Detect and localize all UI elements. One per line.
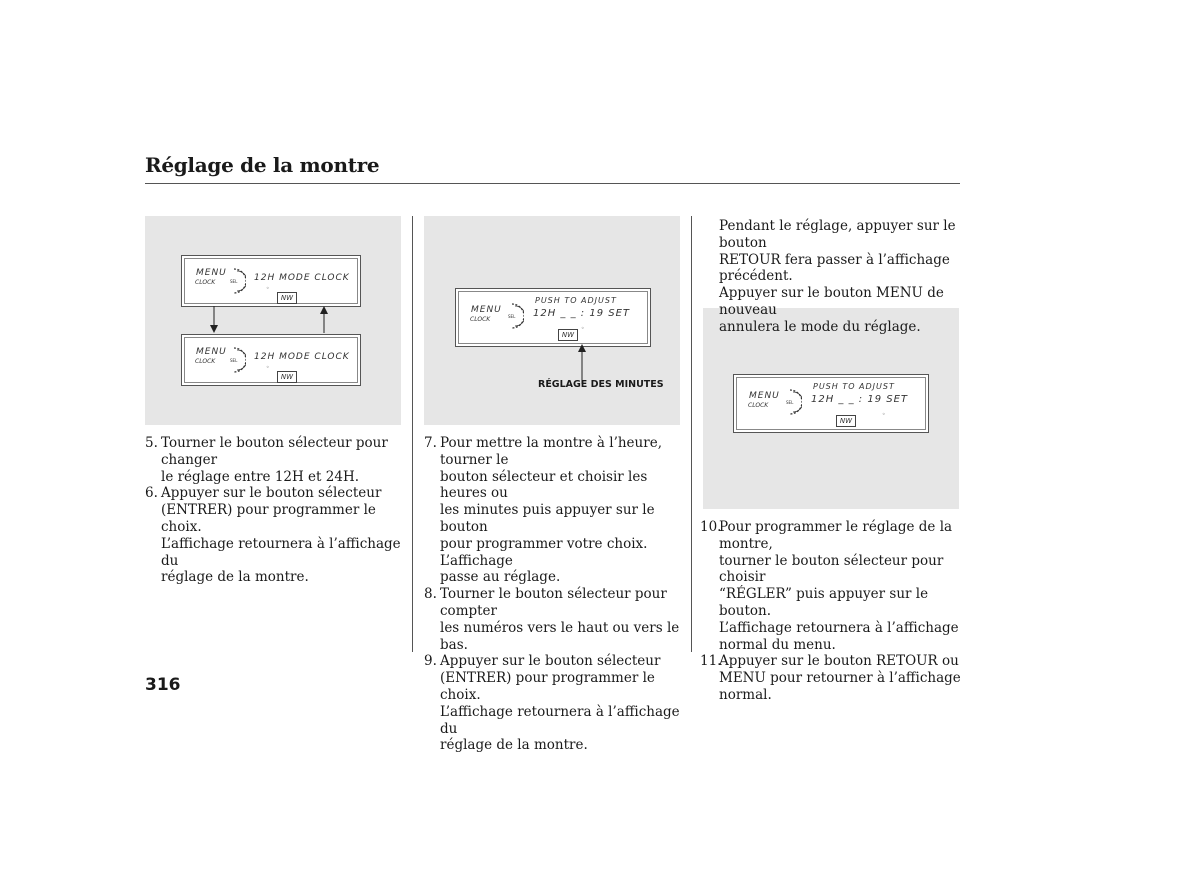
- list-item-number: 10.: [700, 519, 722, 535]
- lcd-menu-label: MENU: [196, 347, 227, 357]
- list-item-line: Pour mettre la montre à l’heure, tourner le: [440, 435, 662, 468]
- column-divider-1: [412, 216, 413, 652]
- selector-knob-icon: [230, 346, 246, 374]
- column-2-text: [424, 435, 689, 754]
- list-item-line: (ENTRER) pour programmer le choix.: [440, 670, 655, 703]
- list-item-line: tourner le bouton sélecteur pour choisir: [719, 552, 944, 586]
- list-item-line: bouton sélecteur et choisir les heures ou: [440, 468, 648, 502]
- list-item: [700, 519, 965, 653]
- lcd-push-line: PUSH TO ADJUST: [813, 382, 895, 391]
- list-item-line: normal du menu.: [719, 636, 836, 653]
- lcd-indicator: ◦: [266, 364, 270, 371]
- list-item-number: 9.: [424, 653, 437, 670]
- lcd-compass-nw: NW: [558, 329, 578, 341]
- lcd-sel-label: SEL: [508, 314, 516, 319]
- arrow-up-icon: [577, 344, 587, 384]
- lcd-clock-label: CLOCK: [195, 358, 216, 365]
- figure-panel-mode: [145, 216, 401, 425]
- lcd-set-line: 12H _ _ : 19 SET: [811, 394, 909, 405]
- lcd-menu-label: MENU: [196, 268, 227, 278]
- intro-line: précédent.: [719, 268, 793, 285]
- selector-knob-icon: [786, 388, 802, 416]
- list-item-line: L’affichage retournera à l’affichage du: [440, 703, 680, 737]
- page-title: Réglage de la montre: [145, 153, 380, 177]
- list-item-line: les numéros vers le haut ou vers le bas.: [440, 619, 680, 653]
- list-item-number: 5.: [145, 435, 158, 451]
- lcd-indicator: ◦: [882, 411, 886, 418]
- list-item-line: passe au réglage.: [440, 569, 561, 586]
- list-item-line: Tourner le bouton sélecteur pour compter: [440, 586, 667, 619]
- lcd-compass-nw: NW: [277, 371, 297, 383]
- list-item-line: Tourner le bouton sélecteur pour changer: [161, 435, 388, 468]
- figure-panel-set: [703, 308, 959, 509]
- list-item-line: Pour programmer le réglage de la montre,: [719, 519, 953, 552]
- lcd-sel-label: SEL: [230, 358, 238, 363]
- list-item-line: le réglage entre 12H et 24H.: [161, 468, 360, 485]
- list-item-line: normal.: [719, 686, 772, 703]
- list-item-line: Appuyer sur le bouton RETOUR ou: [719, 653, 959, 670]
- list-item-number: 11.: [700, 653, 722, 670]
- lcd-menu-label: MENU: [749, 391, 780, 401]
- lcd-clock-label: CLOCK: [470, 316, 491, 323]
- list-item: [424, 653, 689, 754]
- column-divider-2: [691, 216, 692, 652]
- lcd-clock-label: CLOCK: [195, 279, 216, 286]
- arrow-up-icon: [319, 306, 329, 333]
- list-item-line: L’affichage retournera à l’affichage: [719, 619, 959, 636]
- list-item-line: “RÉGLER” puis appuyer sur le bouton.: [719, 586, 929, 619]
- intro-line: RETOUR fera passer à l’affichage: [719, 251, 950, 268]
- list-item-line: (ENTRER) pour programmer le choix.: [161, 502, 376, 535]
- title-rule: [145, 183, 960, 184]
- figure-caption-minutes: RÉGLAGE DES MINUTES: [538, 379, 664, 390]
- column-3-intro: [719, 218, 964, 336]
- list-item: [145, 435, 410, 485]
- list-item-number: 6.: [145, 485, 158, 502]
- lcd-indicator: ◦: [581, 325, 585, 332]
- lcd-mode-line: 12H MODE CLOCK: [254, 352, 350, 362]
- list-item-number: 8.: [424, 586, 437, 603]
- lcd-mode-line: 12H MODE CLOCK: [254, 273, 350, 283]
- list-item-line: pour programmer votre choix. L’affichage: [440, 535, 648, 569]
- list-item-line: Appuyer sur le bouton sélecteur: [440, 653, 661, 670]
- lcd-compass-nw: NW: [836, 415, 856, 427]
- lcd-sel-label: SEL: [230, 279, 238, 284]
- lcd-sel-label: SEL: [786, 400, 794, 405]
- intro-line: annulera le mode du réglage.: [719, 318, 921, 335]
- list-item: [700, 653, 965, 703]
- figure-panel-minutes: [424, 216, 680, 425]
- lcd-compass-nw: NW: [277, 292, 297, 304]
- page-number: 316: [145, 675, 181, 695]
- list-item-line: L’affichage retournera à l’affichage du: [161, 535, 401, 569]
- lcd-display-set: [733, 374, 929, 433]
- intro-line: Appuyer sur le bouton MENU de nouveau: [719, 285, 944, 318]
- lcd-clock-label: CLOCK: [748, 402, 769, 409]
- lcd-indicator: ◦: [266, 285, 270, 292]
- list-item-line: Appuyer sur le bouton sélecteur: [161, 485, 382, 502]
- column-3-text: [700, 519, 965, 704]
- lcd-push-line: PUSH TO ADJUST: [535, 296, 617, 305]
- list-item-line: réglage de la montre.: [440, 737, 588, 754]
- list-item: [424, 586, 689, 653]
- lcd-set-line: 12H _ _ : 19 SET: [533, 308, 631, 319]
- selector-knob-icon: [230, 267, 246, 295]
- list-item-line: les minutes puis appuyer sur le bouton: [440, 502, 655, 535]
- list-item-line: MENU pour retourner à l’affichage: [719, 670, 961, 687]
- list-item-number: 7.: [424, 435, 437, 451]
- lcd-display-adjust: [455, 288, 651, 347]
- intro-line: Pendant le réglage, appuyer sur le bouton: [719, 218, 956, 251]
- list-item: [145, 485, 410, 586]
- lcd-display-top: [181, 255, 361, 307]
- arrow-down-icon: [209, 306, 219, 333]
- list-item: [424, 435, 689, 586]
- column-1-text: [145, 435, 410, 586]
- list-item-line: réglage de la montre.: [161, 569, 309, 586]
- lcd-menu-label: MENU: [471, 305, 502, 315]
- lcd-display-bottom: [181, 334, 361, 386]
- selector-knob-icon: [508, 302, 524, 330]
